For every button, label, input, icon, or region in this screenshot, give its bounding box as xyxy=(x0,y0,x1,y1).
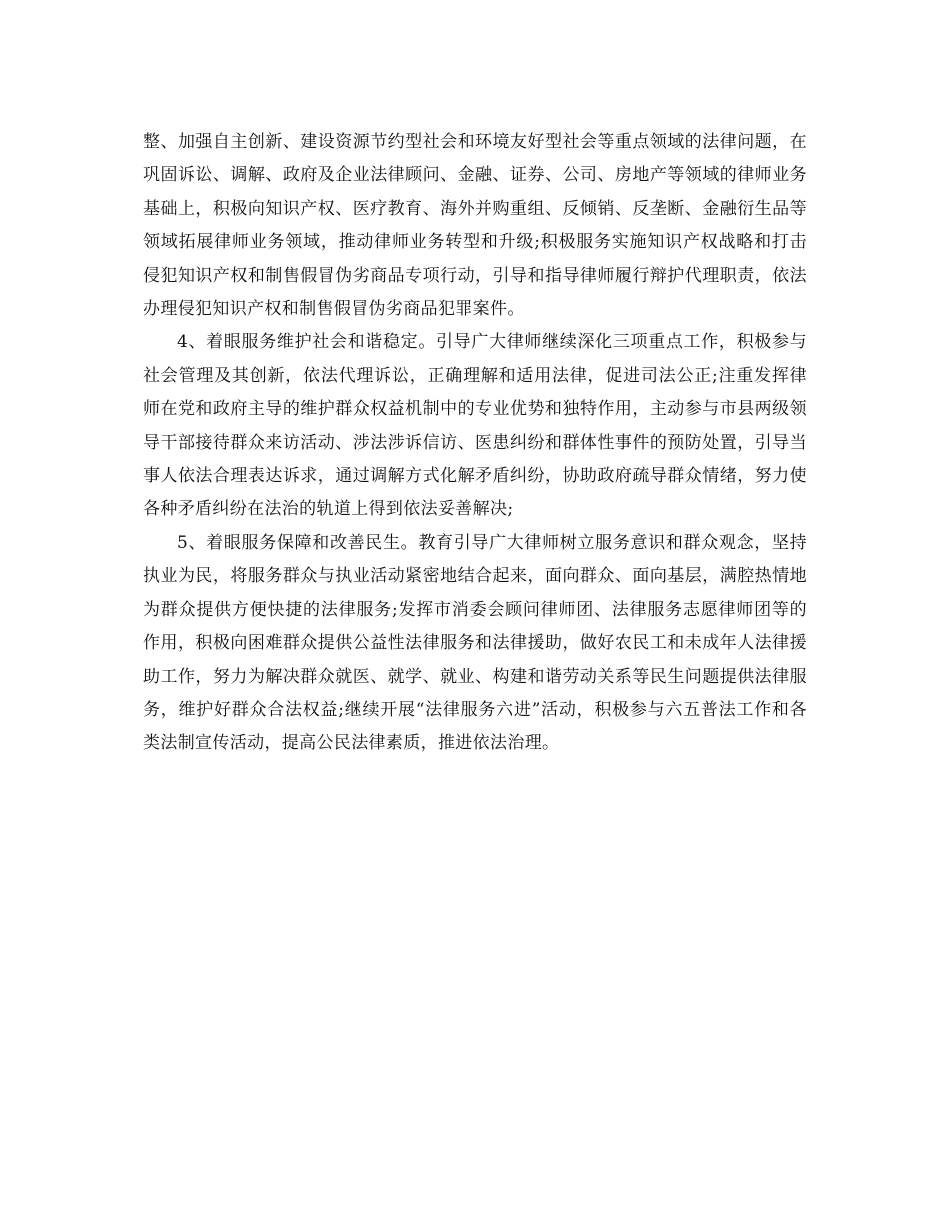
document-page xyxy=(143,126,807,761)
paragraph-item-4: 4、着眼服务维护社会和谐稳定。引导广大律师继续深化三项重点工作，积极参与社会管理及其创新，依法代理诉讼，正确理解和适用法律，促进司法公正;注重发挥律师在党和政府主导的维护群众权益机制中的专业优势和独特作用，主动参与市县两级领导干部接待群众来访活动、涉法涉诉信访、医患纠纷和群体性事件的预防处置，引导当事人依法合理表达诉求，通过调解方式化解矛盾纠纷，协助政府疏导群众情绪，努力使各种矛盾纠纷在法治的轨道上得到依法妥善解决; xyxy=(143,332,807,520)
paragraph-item-5: 5、着眼服务保障和改善民生。教育引导广大律师树立服务意识和群众观念，坚持执业为民，将服务群众与执业活动紧密地结合起来，面向群众、面向基层，满腔热情地为群众提供方便快捷的法律服务;发挥市消委会顾问律师团、法律服务志愿律师团等的作用，积极向困难群众提供公益性法律服务和法律援助，做好农民工和未成年人法律援助工作，努力为解决群众就医、就学、就业、构建和谐劳动关系等民生问题提供法律服务，维护好群众合法权益;继续开展“法律服务六进”活动，积极参与六五普法工作和各类法制宣传活动，提高公民法律素质，推进依法治理。 xyxy=(143,532,807,754)
paragraph-continuation: 整、加强自主创新、建设资源节约型社会和环境友好型社会等重点领域的法律问题，在巩固诉讼、调解、政府及企业法律顾问、金融、证券、公司、房地产等领域的律师业务基础上，积极向知识产权、医疗教育、海外并购重组、反倾销、反垄断、金融衍生品等领域拓展律师业务领域，推动律师业务转型和升级;积极服务实施知识产权战略和打击侵犯知识产权和制售假冒伪劣商品专项行动，引导和指导律师履行辩护代理职责，依法办理侵犯知识产权和制售假冒伪劣商品犯罪案件。 xyxy=(143,132,807,320)
